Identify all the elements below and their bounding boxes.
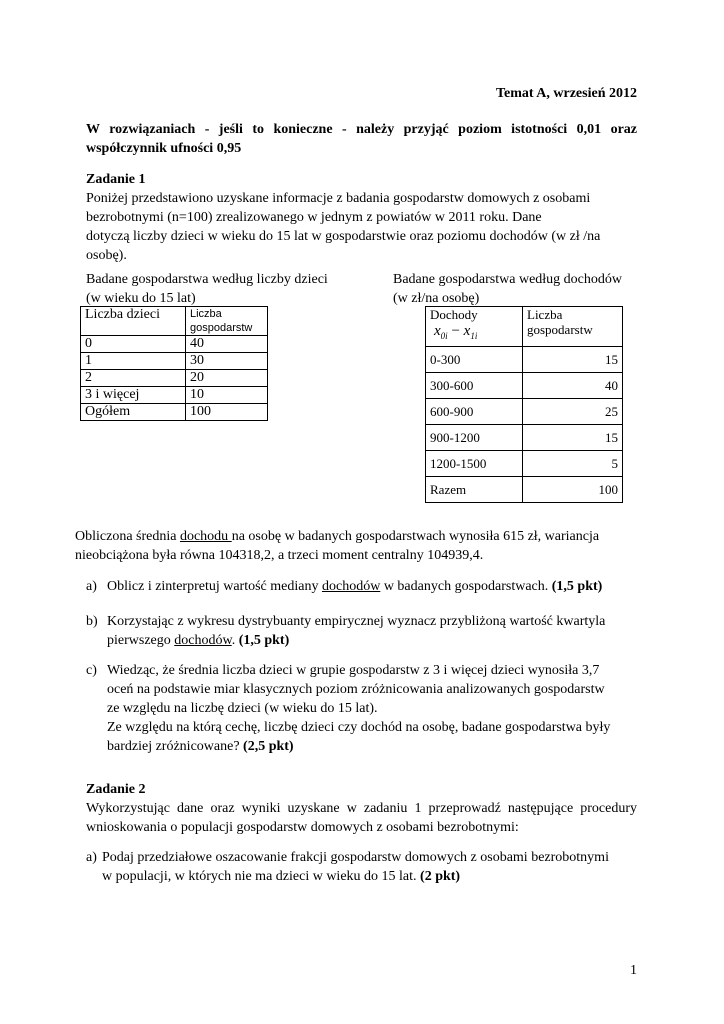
question-text xyxy=(102,867,646,886)
header-text: Liczba xyxy=(190,308,222,320)
question-underlined: dochodów xyxy=(174,633,232,648)
header-cell xyxy=(523,307,623,347)
stats-text: na osobę w badanych gospodarstwach wynosiła 615 zł, wariancja xyxy=(231,529,600,544)
table-cell: 1 xyxy=(81,353,186,370)
table-cell: 3 i więcej xyxy=(81,387,186,404)
task2-heading: Zadanie 2 xyxy=(86,782,146,797)
table-cell: 300-600 xyxy=(426,373,523,399)
question-text xyxy=(107,737,656,756)
formula-operator: − xyxy=(451,323,460,339)
table-cell: 900-1200 xyxy=(426,425,523,451)
table-cell: 10 xyxy=(186,387,268,404)
table-header-row xyxy=(426,307,623,347)
question-label: a) xyxy=(86,850,97,865)
table-row xyxy=(81,404,268,421)
question-underlined: dochodów xyxy=(321,579,381,594)
points: (1,5 pkt) xyxy=(238,633,290,648)
question-a xyxy=(86,577,646,596)
intro-line-1: W rozwiązaniach - jeśli to konieczne - należy przyjąć poziom istotności 0,01 oraz xyxy=(86,122,637,137)
table1-caption-1: Badane gospodarstwa według liczby dzieci xyxy=(86,272,328,287)
formula-subscript: 0i xyxy=(440,331,448,341)
table-row xyxy=(81,353,268,370)
table-cell: 5 xyxy=(523,451,623,477)
question-text xyxy=(107,577,646,596)
points: (2,5 pkt) xyxy=(243,739,294,754)
points: (1,5 pkt) xyxy=(551,579,603,594)
question-text-part: w badanych gospodarstwach. xyxy=(380,579,552,594)
task1-desc-line: Poniżej przedstawiono uzyskane informacje z badania gospodarstw domowych z osobami xyxy=(86,191,591,206)
task2-section xyxy=(86,780,637,837)
question-text: Ze względu na którą cechę, liczbę dzieci czy dochód na osobę, badane gospodarstwa były xyxy=(107,720,611,735)
table-cell: 2 xyxy=(81,370,186,387)
table-row xyxy=(81,370,268,387)
question-text: Wiedząc, że średnia liczba dzieci w grupie gospodarstw z 3 i więcej dzieci wynosiła 3,7 xyxy=(107,663,600,678)
task1-desc-line: osobę). xyxy=(86,248,127,263)
table-cell: 100 xyxy=(186,404,268,421)
task2-question-a xyxy=(86,848,646,886)
table-row xyxy=(426,425,623,451)
question-text-part: Oblicz i zinterpretuj wartość mediany xyxy=(107,579,322,594)
stats-underlined: dochodu xyxy=(179,529,232,544)
table-row xyxy=(426,477,623,503)
table-cell: 0-300 xyxy=(426,347,523,373)
question-label: a) xyxy=(86,579,97,594)
question-text-part: w populacji, w których nie ma dzieci w wieku do 15 lat. xyxy=(102,869,421,884)
question-c xyxy=(86,661,656,756)
header-cell xyxy=(426,307,523,347)
question-text: Korzystając z wykresu dystrybuanty empirycznej wyznacz przybliżoną wartość kwartyla xyxy=(107,614,606,629)
table-header-row xyxy=(81,307,268,336)
formula-symbol: x xyxy=(463,323,471,339)
stats-line-2: nieobciążona była równa 104318,2, a trzeci moment centralny 104939,4. xyxy=(75,548,484,563)
task2-line: wnioskowania o populacji gospodarstw domowych z osobami bezrobotnymi: xyxy=(86,820,519,835)
header-cell: Liczba dzieci xyxy=(81,307,186,336)
table-row xyxy=(426,373,623,399)
stats-line-1 xyxy=(75,527,655,546)
question-text-part: pierwszego xyxy=(107,633,175,648)
table-cell: Razem xyxy=(426,477,523,503)
intro-line-2: współczynnik ufności 0,95 xyxy=(86,141,242,156)
question-b xyxy=(86,612,646,650)
table-cell: 0 xyxy=(81,336,186,353)
children-table xyxy=(80,306,268,421)
task2-line: Wykorzystując dane oraz wyniki uzyskane w zadaniu 1 przeprowadź następujące procedury xyxy=(86,801,637,816)
question-text-part: . xyxy=(231,633,239,648)
table1-caption-2: (w wieku do 15 lat) xyxy=(86,291,196,306)
question-label: b) xyxy=(86,614,98,629)
task1-desc-line: dotyczą liczby dzieci w wieku do 15 lat w gospodarstwie oraz poziomu dochodów (w zł /na xyxy=(86,229,601,244)
question-text: oceń na podstawie miar klasycznych poziom zróżnicowania analizowanych gospodarstw xyxy=(107,682,605,697)
intro-note xyxy=(86,120,637,158)
task1-desc-line: bezrobotnymi (n=100) zrealizowanego w jednym z powiatów w 2011 roku. Dane xyxy=(86,210,542,225)
table-row xyxy=(81,387,268,404)
page-number: 1 xyxy=(630,963,637,978)
table-cell: Ogółem xyxy=(81,404,186,421)
question-text: ze względu na liczbę dzieci (w wieku do 15 lat). xyxy=(107,701,378,716)
table-cell: 600-900 xyxy=(426,399,523,425)
question-text: Podaj przedziałowe oszacowanie frakcji gospodarstw domowych z osobami bezrobotnymi xyxy=(102,850,609,865)
table-cell: 100 xyxy=(523,477,623,503)
task1-heading: Zadanie 1 xyxy=(86,172,146,187)
stats-text: Obliczona średnia xyxy=(75,529,180,544)
formula-symbol: x xyxy=(434,323,441,339)
header-cell xyxy=(186,307,268,336)
document-header: Temat A, wrzesień 2012 xyxy=(495,86,637,101)
table-row xyxy=(426,347,623,373)
table-cell: 15 xyxy=(523,347,623,373)
header-text: Liczba xyxy=(527,307,563,322)
table-row xyxy=(81,336,268,353)
table-cell: 1200-1500 xyxy=(426,451,523,477)
table2-caption-2: (w zł/na osobę) xyxy=(393,291,480,306)
table-cell: 15 xyxy=(523,425,623,451)
question-text xyxy=(107,631,646,650)
task1-section xyxy=(86,170,646,265)
income-table xyxy=(425,306,623,503)
header-text: Dochody xyxy=(430,307,478,322)
table2-caption-1: Badane gospodarstwa według dochodów xyxy=(393,272,623,287)
header-text: gospodarstw xyxy=(190,322,253,334)
points: (2 pkt) xyxy=(420,869,461,884)
table-cell: 30 xyxy=(186,353,268,370)
formula-subscript: 1i xyxy=(470,331,478,341)
table-row xyxy=(426,399,623,425)
table-cell: 25 xyxy=(523,399,623,425)
question-label: c) xyxy=(86,663,97,678)
header-text: gospodarstw xyxy=(527,322,593,337)
table-row xyxy=(426,451,623,477)
table-cell: 40 xyxy=(523,373,623,399)
interval-formula xyxy=(430,323,477,339)
table-cell: 20 xyxy=(186,370,268,387)
table-cell: 40 xyxy=(186,336,268,353)
statistics-paragraph xyxy=(75,527,655,565)
question-text-part: bardziej zróżnicowane? xyxy=(107,739,244,754)
